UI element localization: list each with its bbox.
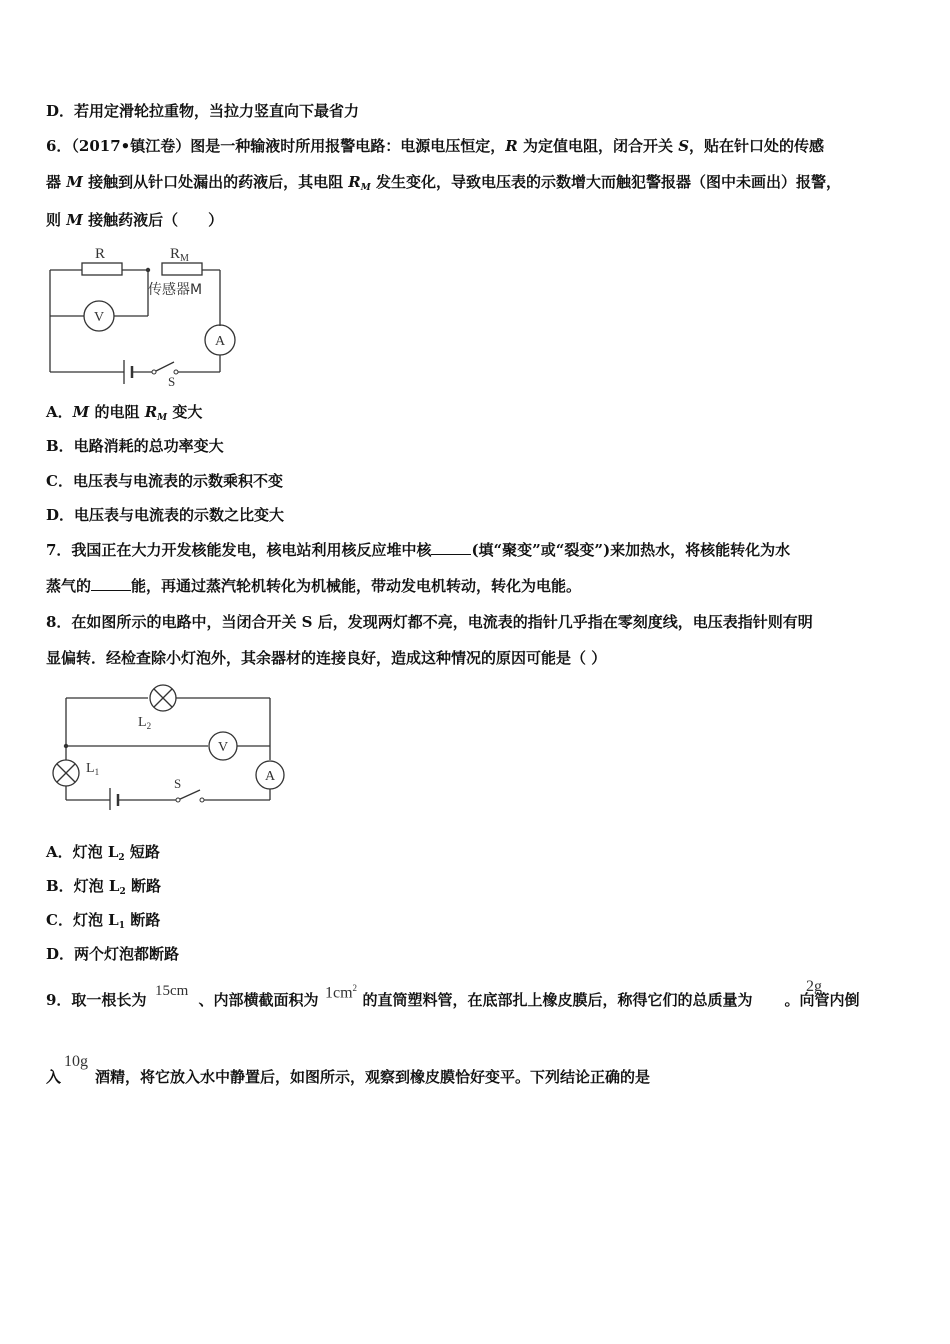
label-a: A xyxy=(265,769,276,784)
label-sensor: 传感器M xyxy=(148,282,203,298)
q8-opt-text: 断路 xyxy=(124,911,161,929)
q6-opt-text: 变大 xyxy=(167,403,203,421)
switch-contact xyxy=(200,798,204,802)
switch-blade xyxy=(178,790,200,800)
q6-option-c xyxy=(46,471,283,491)
q9-text: 、内部横截面积为 xyxy=(198,991,319,1009)
q8-line1 xyxy=(46,612,813,632)
q8-option-a xyxy=(46,842,160,868)
q6-opt-text: D．电压表与电流表的示数之比变大 xyxy=(46,506,285,524)
label-l2-main: L xyxy=(138,715,147,730)
q6-opt-var-r: R xyxy=(144,403,158,421)
label-s: S xyxy=(168,374,176,389)
q8-option-d xyxy=(46,944,179,964)
q6-stem-line3 xyxy=(46,210,223,230)
q6-var-m: M xyxy=(66,211,83,229)
switch-blade xyxy=(154,362,174,372)
label-rm-sub: M xyxy=(180,253,189,264)
q6-text: 为定值电阻，闭合开关 xyxy=(517,137,679,155)
q6-opt-var-sub: M xyxy=(157,413,168,423)
junction-dot xyxy=(146,268,150,272)
q6-text: ，贴在针口处的传感 xyxy=(689,137,825,155)
q8-opt-text: C．灯泡 L xyxy=(46,911,119,929)
label-l1 xyxy=(86,761,99,777)
q6-opt-text: A． xyxy=(46,403,73,421)
q8-opt-text: D．两个灯泡都断路 xyxy=(46,945,180,963)
label-rm xyxy=(170,246,189,264)
label-a: A xyxy=(215,334,226,349)
q6-text: 发生变化，导致电压表的示数增大而触犯警报器（图中未画出）报警， xyxy=(370,173,841,191)
q8-option-b xyxy=(46,876,161,902)
junction-dot xyxy=(64,744,68,748)
q9-alcohol-value: 10g xyxy=(64,1053,88,1070)
switch-contact xyxy=(176,798,180,802)
q5-option-d-text: D．若用定滑轮拉重物，当拉力竖直向下最省力 xyxy=(46,102,360,120)
resistor-r xyxy=(82,263,122,275)
label-s: S xyxy=(174,776,182,791)
q8-text: 8．在如图所示的电路中，当闭合开关 S 后，发现两灯都不亮，电流表的指针几乎指在零刻度线，电压表指针则有明 xyxy=(46,613,813,631)
q6-opt-var-m: M xyxy=(72,403,90,421)
switch-contact xyxy=(152,370,156,374)
q6-circuit-figure xyxy=(44,240,244,390)
q7-text: 7．我国正在大力开发核能发电，核电站利用核反应堆中核 xyxy=(46,541,432,559)
q9-area-value xyxy=(325,983,357,1002)
q6-opt-text: C．电压表与电流表的示数乘积不变 xyxy=(46,472,283,490)
label-l1-sub: 1 xyxy=(94,767,100,777)
label-rm-main: R xyxy=(170,246,181,262)
q5-option-d xyxy=(46,101,359,121)
q9-text: 。向管内倒 xyxy=(784,991,860,1009)
q6-opt-text: 的电阻 xyxy=(89,403,145,421)
q9-text: 入 xyxy=(46,1068,62,1086)
q6-option-a xyxy=(46,402,202,428)
q7-text: 蒸气的 xyxy=(46,577,92,595)
q7-text: 能，再通过蒸汽轮机转化为机械能，带动发电机转动，转化为电能。 xyxy=(131,577,582,595)
q9-area-sup: 2 xyxy=(352,983,358,993)
q9-length-value: 15cm xyxy=(155,983,189,999)
q9-text: 酒精，将它放入水中静置后，如图所示，观察到橡皮膜恰好变平。下列结论正确的是 xyxy=(95,1068,651,1086)
q9-line2 xyxy=(46,1067,650,1087)
q8-text: 显偏转．经检查除小灯泡外，其余器材的连接良好，造成这种情况的原因可能是（ ） xyxy=(46,649,607,667)
q6-stem-line2 xyxy=(46,172,841,198)
q6-option-d xyxy=(46,505,284,525)
sensor-resistor-rm xyxy=(162,263,202,275)
q8-opt-text: 短路 xyxy=(124,843,160,861)
q8-opt-sub: 1 xyxy=(118,921,125,931)
q9-area-main: 1cm xyxy=(325,984,353,1002)
q7-blank-2[interactable] xyxy=(91,576,131,591)
label-l2 xyxy=(138,715,151,731)
label-v: V xyxy=(218,740,229,755)
q6-stem-line1 xyxy=(46,136,824,156)
q8-opt-text: 断路 xyxy=(125,877,161,895)
q6-var-rm-sub: M xyxy=(360,183,371,193)
q6-text: 器 xyxy=(46,173,67,191)
q7-blank-1[interactable] xyxy=(431,540,471,555)
q6-var-m: M xyxy=(66,173,83,191)
q8-opt-sub: 2 xyxy=(119,887,126,897)
q8-opt-sub: 2 xyxy=(118,853,125,863)
q7-text: (填“聚变”或“裂变”)来加热水，将核能转化为水 xyxy=(471,541,791,559)
q6-text: 6．（2017•镇江卷）图是一种输液时所用报警电路：电源电压恒定， xyxy=(46,137,506,155)
label-r: R xyxy=(95,246,106,262)
q9-text: 9．取一根长为 xyxy=(46,991,147,1009)
q8-line2 xyxy=(46,648,606,668)
q6-opt-text: B．电路消耗的总功率变大 xyxy=(46,437,224,455)
q8-opt-text: B．灯泡 L xyxy=(46,877,120,895)
q8-opt-text: A．灯泡 L xyxy=(46,843,119,861)
q6-text: 则 xyxy=(46,211,67,229)
q6-var-s: S xyxy=(678,137,690,155)
q6-text: 接触到从针口处漏出的药液后，其电阻 xyxy=(82,173,349,191)
q7-line1 xyxy=(46,540,790,560)
q8-option-c xyxy=(46,910,160,936)
label-v: V xyxy=(94,310,105,325)
q6-option-b xyxy=(46,436,224,456)
q9-text: 的直筒塑料管，在底部扎上橡皮膜后，称得它们的总质量为 xyxy=(362,991,753,1009)
label-l2-sub: 2 xyxy=(146,721,152,731)
q9-mass-value: 2g xyxy=(806,978,822,995)
q7-line2 xyxy=(46,576,581,596)
q6-var-r: R xyxy=(505,137,518,155)
q6-var-rm: R xyxy=(348,173,361,191)
label-l1-main: L xyxy=(86,761,95,776)
q6-text: 接触药液后（ ） xyxy=(82,211,224,229)
q8-circuit-figure xyxy=(48,680,298,810)
